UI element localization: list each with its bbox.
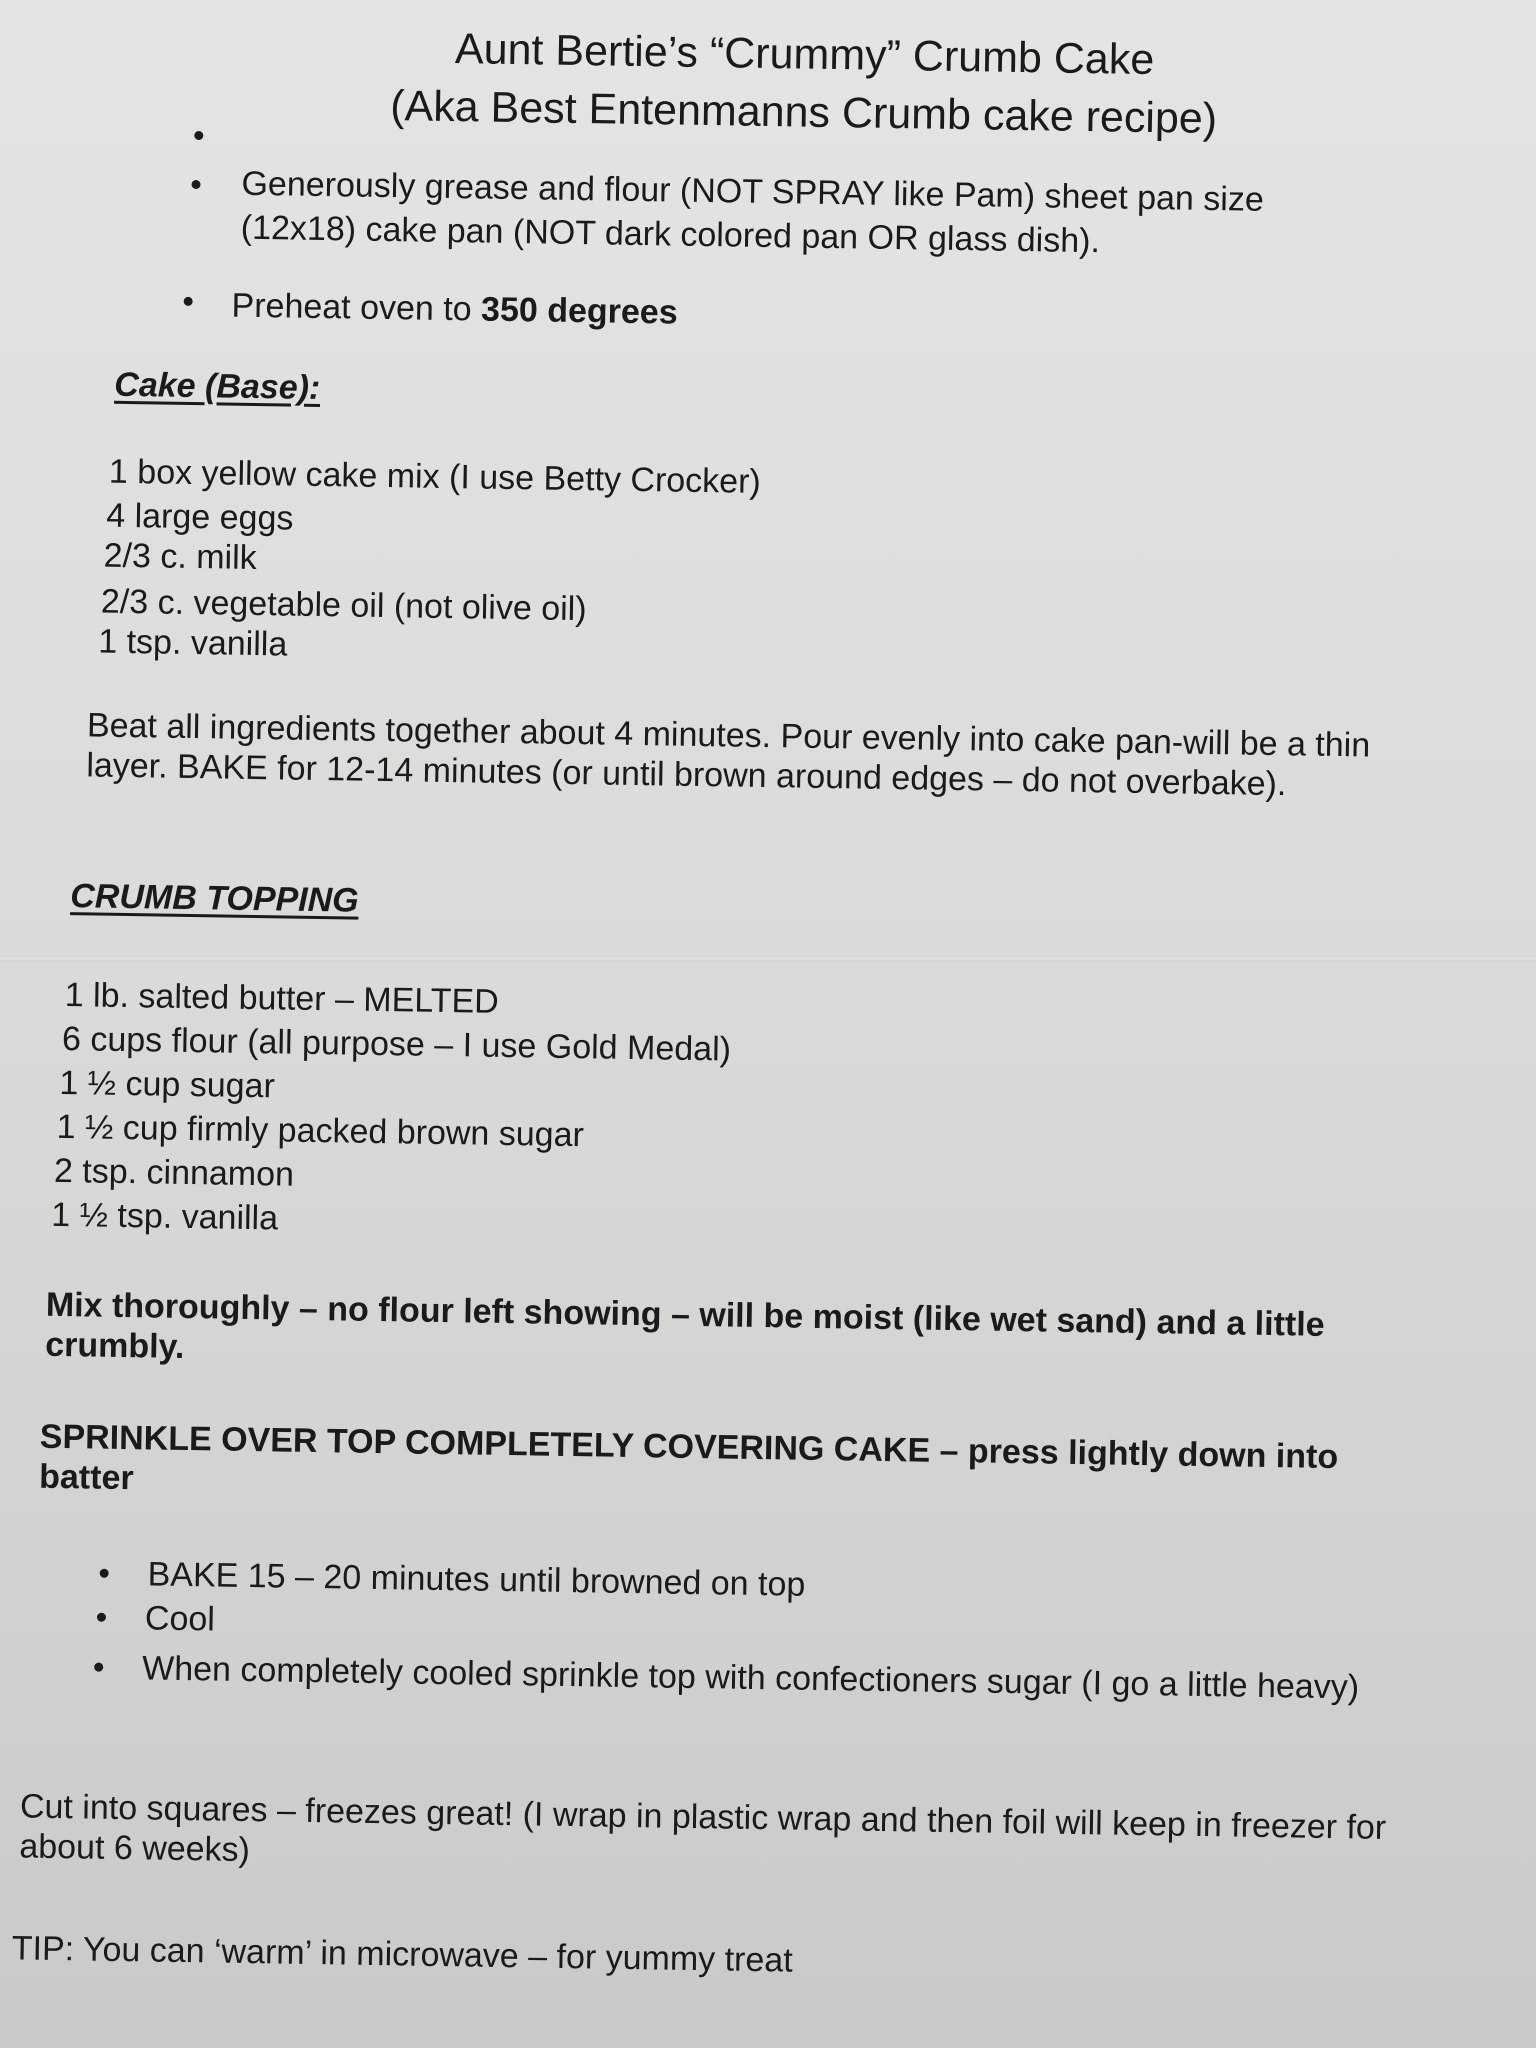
- cake-ingredient: 2/3 c. milk: [103, 536, 257, 578]
- cake-base-heading: Cake (Base):: [114, 365, 321, 407]
- storage-note: Cut into squares – freezes great! (I wrap in plastic wrap and then foil will keep in freezer for about 6 weeks): [19, 1787, 1387, 1870]
- preheat-temperature: 350 degrees: [480, 290, 678, 332]
- topping-ingredient: 1 ½ cup sugar: [59, 1063, 276, 1106]
- prep-preheat-step: [231, 284, 678, 335]
- topping-ingredient: 6 cups flour (all purpose – I use Gold Medal): [61, 1020, 732, 1069]
- bullet-icon: [184, 297, 193, 306]
- topping-ingredient: 1 lb. salted butter – MELTED: [64, 976, 500, 1021]
- topping-ingredient: 2 tsp. cinnamon: [53, 1151, 295, 1194]
- cake-instructions: Beat all ingredients together about 4 minutes. Pour evenly into cake pan-will be a thin layer. BAKE for 12-14 minutes (or until brown around edges – do not overbake).: [86, 706, 1371, 804]
- topping-ingredient: 1 ½ tsp. vanilla: [51, 1195, 279, 1238]
- empty-bullet-icon: [194, 131, 203, 140]
- tip-note: TIP: You can ‘warm’ in microwave – for yummy treat: [11, 1929, 793, 1980]
- bullet-icon: [100, 1569, 109, 1578]
- bullet-icon: [94, 1663, 103, 1672]
- preheat-label: Preheat oven to: [231, 286, 482, 329]
- bullet-icon: [97, 1613, 106, 1622]
- cake-ingredient: 4 large eggs: [105, 496, 294, 538]
- finish-step: When completely cooled sprinkle top with confectioners sugar (I go a little heavy): [141, 1649, 1360, 1707]
- cake-ingredient: 1 box yellow cake mix (I use Betty Crocker): [108, 452, 762, 501]
- crumb-topping-heading: CRUMB TOPPING: [70, 877, 359, 920]
- finish-step: BAKE 15 – 20 minutes until browned on top: [147, 1555, 806, 1604]
- cake-ingredient: 2/3 c. vegetable oil (not olive oil): [100, 582, 587, 629]
- finish-step: Cool: [144, 1599, 216, 1639]
- mix-instructions: Mix thoroughly – no flour left showing – will be moist (like wet sand) and a little crumbly.: [44, 1285, 1325, 1366]
- prep-grease-step: Generously grease and flour (NOT SPRAY like Pam) sheet pan size (12x18) cake pan (NOT dark colored pan OR glass dish).: [240, 164, 1265, 261]
- bullet-icon: [191, 180, 200, 189]
- sprinkle-instructions: SPRINKLE OVER TOP COMPLETELY COVERING CAKE – press lightly down into batter: [38, 1417, 1339, 1498]
- recipe-title: Aunt Bertie’s “Crummy” Crumb Cake: [454, 25, 1155, 85]
- topping-ingredient: 1 ½ cup firmly packed brown sugar: [56, 1107, 585, 1155]
- cake-ingredient: 1 tsp. vanilla: [98, 622, 288, 664]
- recipe-subtitle: (Aka Best Entenmanns Crumb cake recipe): [389, 82, 1218, 144]
